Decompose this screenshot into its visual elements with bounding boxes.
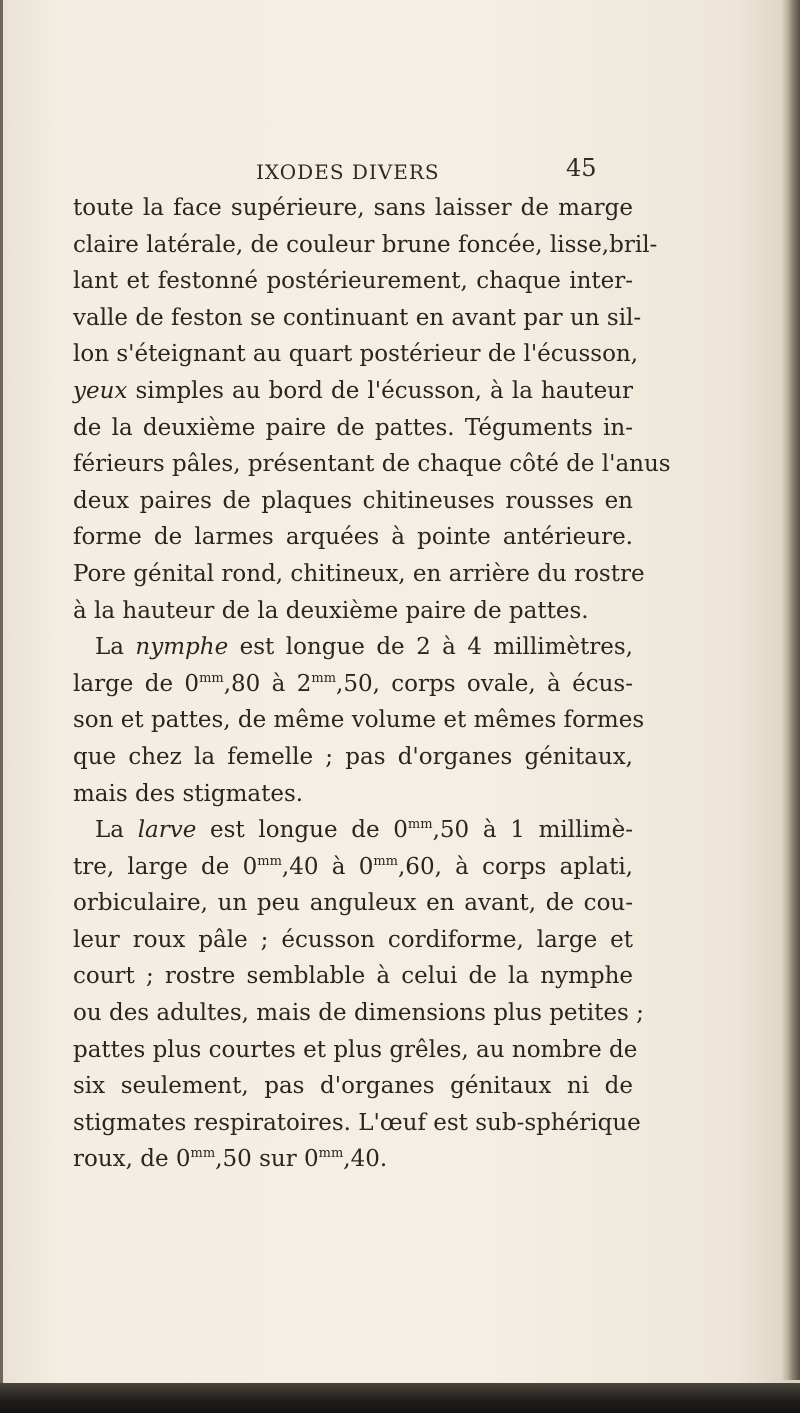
text-line: deux paires de plaques chitineuses rousses en: [73, 487, 633, 514]
text-line: forme de larmes arquées à pointe antérieure.: [73, 524, 633, 551]
text-line: court ; rostre semblable à celui de la nymphe: [73, 963, 633, 990]
text-line: roux, de $0^{mm},50$ sur $0^{mm},40$.: [73, 1146, 388, 1173]
text-line: six seulement, pas d'organes génitaux ni de: [73, 1073, 633, 1100]
text-line: La nymphe est longue de 2 à 4 millimètres,: [95, 634, 633, 661]
text-line: toute la face supérieure, sans laisser de marge: [73, 195, 633, 221]
text-line: lant et festonné postérieurement, chaque inter-: [73, 268, 633, 295]
text-line: claire latérale, de couleur brune foncée, lisse,bril-: [73, 231, 658, 258]
text-line: de la deuxième paire de pattes. Téguments in-: [73, 414, 633, 441]
text-line: tre, large de $0^{mm},40$ à $0^{mm},60$, à corps aplati,: [73, 853, 633, 880]
scan-bottom-edge: [0, 1383, 800, 1413]
body-text: [73, 190, 671, 1178]
text-line: que chez la femelle ; pas d'organes génitaux,: [73, 743, 633, 770]
text-line: à la hauteur de la deuxième paire de pattes.: [73, 597, 589, 624]
text-line: pattes plus courtes et plus grêles, au nombre de: [73, 1036, 638, 1063]
text-line: orbiculaire, un peu anguleux en avant, de cou-: [73, 890, 633, 917]
text-line: yeux simples au bord de l'écusson, à la hauteur: [73, 377, 633, 404]
text-line: son et pattes, de même volume et mêmes formes: [73, 707, 645, 734]
page-number: 45: [566, 154, 597, 182]
text-line: valle de feston se continuant en avant par un sil-: [73, 304, 642, 331]
text-line: férieurs pâles, présentant de chaque côté de l'anus: [73, 451, 671, 478]
text-line: mais des stigmates.: [73, 780, 304, 807]
text-line: Pore génital rond, chitineux, en arrière du rostre: [73, 560, 645, 587]
text-line: leur roux pâle ; écusson cordiforme, large et: [73, 926, 633, 953]
text-line: lon s'éteignant au quart postérieur de l'écusson,: [73, 341, 639, 368]
left-page-edge: [0, 0, 3, 1413]
text-line: large de $0^{mm},80$ à $2^{mm},50$, corps ovale, à écus-: [73, 670, 634, 697]
text-line: La larve est longue de $0^{mm},50$ à 1 millimè-: [95, 817, 633, 844]
text-line: ou des adultes, mais de dimensions plus petites ;: [73, 1000, 644, 1027]
text-line: stigmates respiratoires. L'œuf est sub-sphérique: [73, 1109, 641, 1136]
right-page-edge: [782, 0, 800, 1380]
running-title: IXODES DIVERS: [256, 160, 440, 184]
